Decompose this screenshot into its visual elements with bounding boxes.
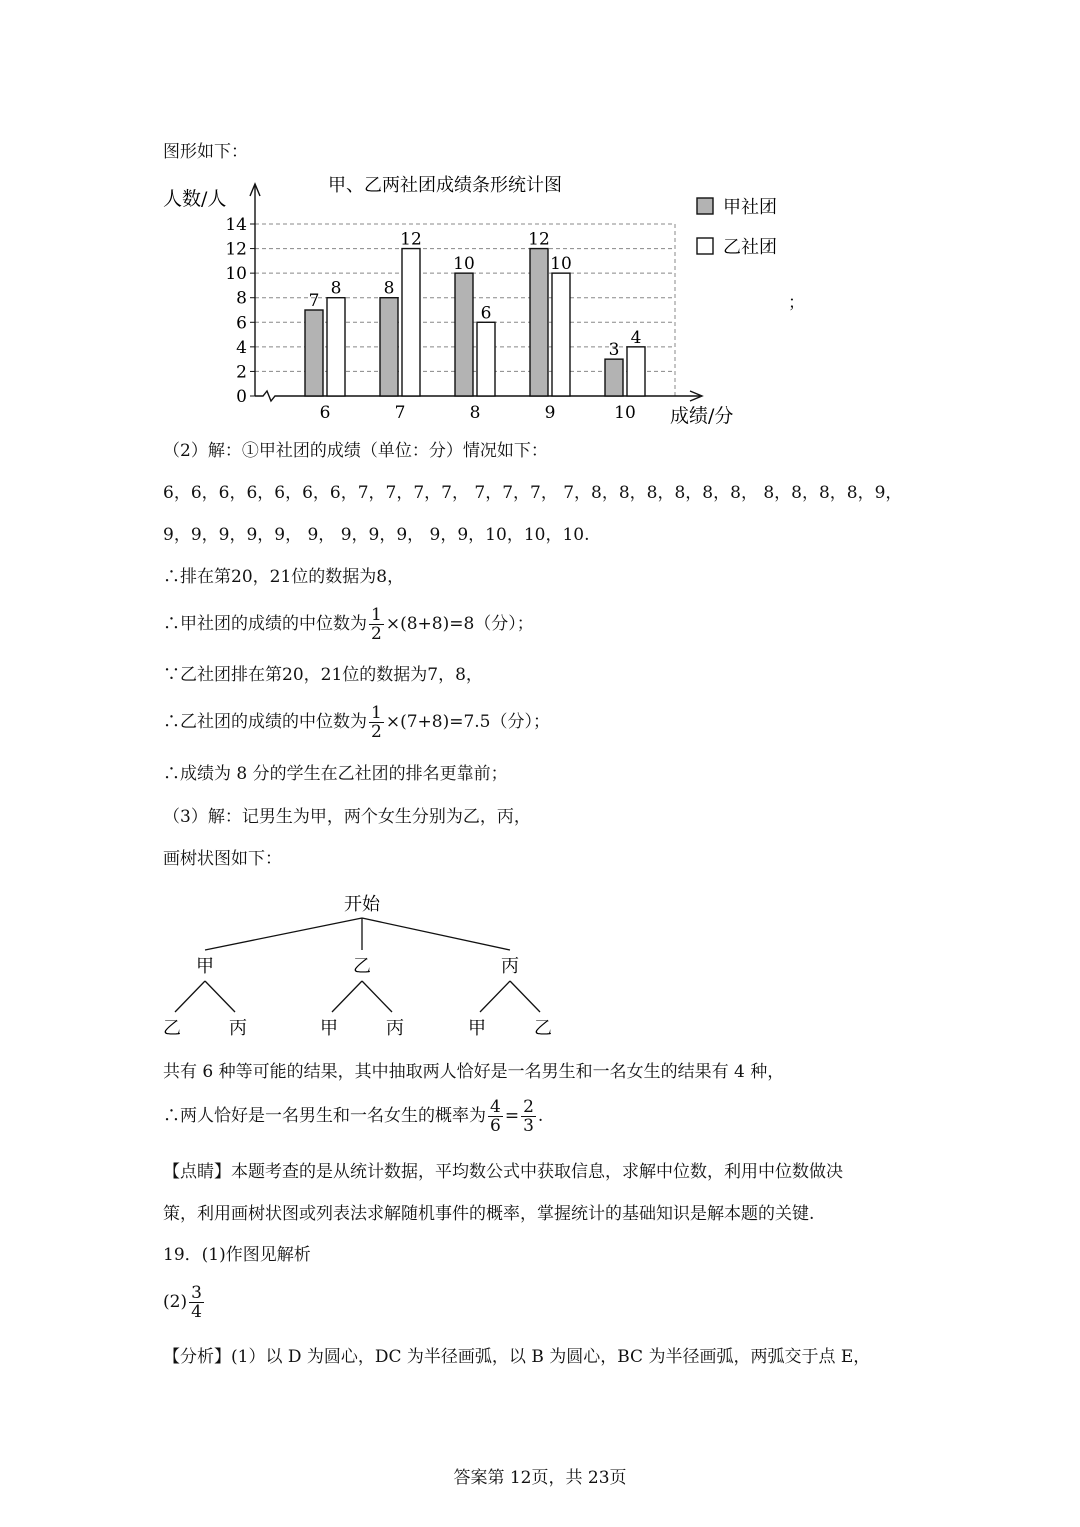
tree-node-level2: 丙 [229, 1018, 247, 1039]
bar [327, 298, 345, 396]
tree-branch [205, 918, 362, 950]
tree-node-level1: 丙 [501, 956, 519, 977]
tree-branch [175, 981, 205, 1012]
bar-value-label: 6 [480, 303, 492, 324]
page-footer: 答案第 12页，共 23页 [453, 1468, 627, 1488]
tree-branch [510, 981, 540, 1012]
bar [380, 298, 398, 396]
analysis-text: 【分析】(1）以 D 为圆心，DC 为半径画弧，以 B 为圆心，BC 为半径画弧，两弧交于点 E， [163, 1347, 871, 1367]
chart-suffix: ； [788, 293, 805, 313]
chart-legend [697, 197, 777, 258]
question-19-part2: (2) $\frac{3}{4}$ [163, 1283, 202, 1322]
y-tick-label: 12 [225, 239, 247, 260]
tree-intro: 画树状图如下： [163, 849, 282, 869]
bar-value-label: 12 [400, 229, 422, 250]
legend-swatch [697, 198, 713, 214]
conclusion: ∴成绩为 8 分的学生在乙社团的排名更靠前； [163, 764, 508, 784]
chart-labels [309, 230, 642, 423]
rank-statement-yi: ∵乙社团排在第20，21位的数据为7，8， [163, 665, 483, 685]
tree-node-level2: 丙 [386, 1018, 404, 1039]
part3-heading: （3）解：记男生为甲，两个女生分别为乙，丙， [163, 807, 531, 827]
tree-branch [362, 981, 392, 1012]
chart-title: 甲、乙两社团成绩条形统计图 [328, 175, 562, 196]
median-yi: ∴乙社团的成绩的中位数为 $\frac{1}{2}$ ×(7+8)=7.5（分）； [163, 703, 550, 742]
bar-value-label: 7 [308, 291, 320, 311]
bar-value-label: 3 [608, 340, 620, 361]
bar [455, 273, 473, 396]
y-tick-label: 0 [236, 387, 247, 407]
y-tick-label: 8 [236, 288, 247, 309]
bar-value-label: 10 [550, 254, 572, 275]
x-tick-label: 8 [469, 403, 481, 423]
bar [605, 359, 623, 396]
tree-branch [480, 981, 510, 1012]
bar-value-label: 8 [330, 278, 342, 299]
legend-swatch [697, 238, 713, 254]
part2-heading: （2）解：①甲社团的成绩（单位：分）情况如下： [163, 441, 548, 461]
outcomes-statement: 共有 6 种等可能的结果，其中抽取两人恰好是一名男生和一名女生的结果有 4 种， [163, 1062, 785, 1082]
tree-branch [332, 981, 362, 1012]
tree-node-level2: 甲 [320, 1018, 338, 1039]
tree-node-level1: 乙 [353, 956, 371, 977]
y-tick-label: 10 [225, 264, 247, 285]
probability: ∴两人恰好是一名男生和一名女生的概率为 $\frac{4}{6}$ = $\frac{2}{3}$ . [163, 1097, 544, 1136]
bar [477, 322, 495, 396]
bar [402, 249, 420, 396]
chart-ylabel: 人数/人 [163, 188, 227, 210]
median-jia: ∴甲社团的成绩的中位数为 $\frac{1}{2}$ ×(8+8)=8（分）； [163, 605, 534, 644]
bar [552, 273, 570, 396]
tree-nodes [163, 894, 552, 1039]
tree-diagram [160, 888, 580, 1048]
bar-value-label: 12 [528, 229, 550, 250]
score-sequence-1: 6，6，6，6，6，6，6，7，7，7，7， 7，7，7， 7，8，8，8，8，8，8， 8，8，8，8，9， [163, 483, 903, 503]
x-tick-label: 10 [614, 403, 636, 423]
rank-statement: ∴排在第20，21位的数据为8， [163, 567, 405, 587]
legend-label: 甲社团 [723, 197, 777, 218]
y-tick-label: 6 [236, 313, 247, 334]
question-19-part1: 19．(1)作图见解析 [163, 1245, 311, 1265]
y-tick-label: 4 [236, 337, 247, 358]
bar [627, 347, 645, 396]
bar-value-label: 8 [383, 278, 395, 299]
chart-xlabel: 成绩/分 [670, 405, 734, 427]
tree-branch [362, 918, 510, 950]
tree-node-level2: 乙 [163, 1018, 181, 1039]
x-tick-label: 6 [319, 403, 331, 423]
comment-line-1: 【点睛】本题考查的是从统计数据，平均数公式中获取信息，求解中位数，利用中位数做决 [163, 1162, 843, 1182]
bar [305, 310, 323, 396]
score-sequence-2: 9，9，9，9，9， 9， 9，9，9， 9，9，10，10，10. [163, 525, 590, 545]
tree-root: 开始 [344, 894, 380, 915]
legend-label: 乙社团 [723, 237, 777, 258]
bar-value-label: 4 [630, 327, 642, 348]
tree-node-level2: 甲 [468, 1018, 486, 1039]
bar-chart [160, 170, 800, 432]
tree-node-level1: 甲 [196, 956, 214, 977]
tree-branch [205, 981, 235, 1012]
intro-text: 图形如下： [163, 142, 248, 162]
comment-line-2: 策，利用画树状图或列表法求解随机事件的概率，掌握统计的基础知识是解本题的关键. [163, 1204, 815, 1224]
bar [530, 249, 548, 396]
x-tick-label: 9 [544, 403, 556, 423]
x-tick-label: 7 [394, 403, 406, 423]
y-tick-label: 14 [225, 215, 247, 235]
bar-value-label: 10 [453, 254, 475, 275]
y-tick-label: 2 [236, 362, 247, 383]
tree-node-level2: 乙 [534, 1018, 552, 1039]
